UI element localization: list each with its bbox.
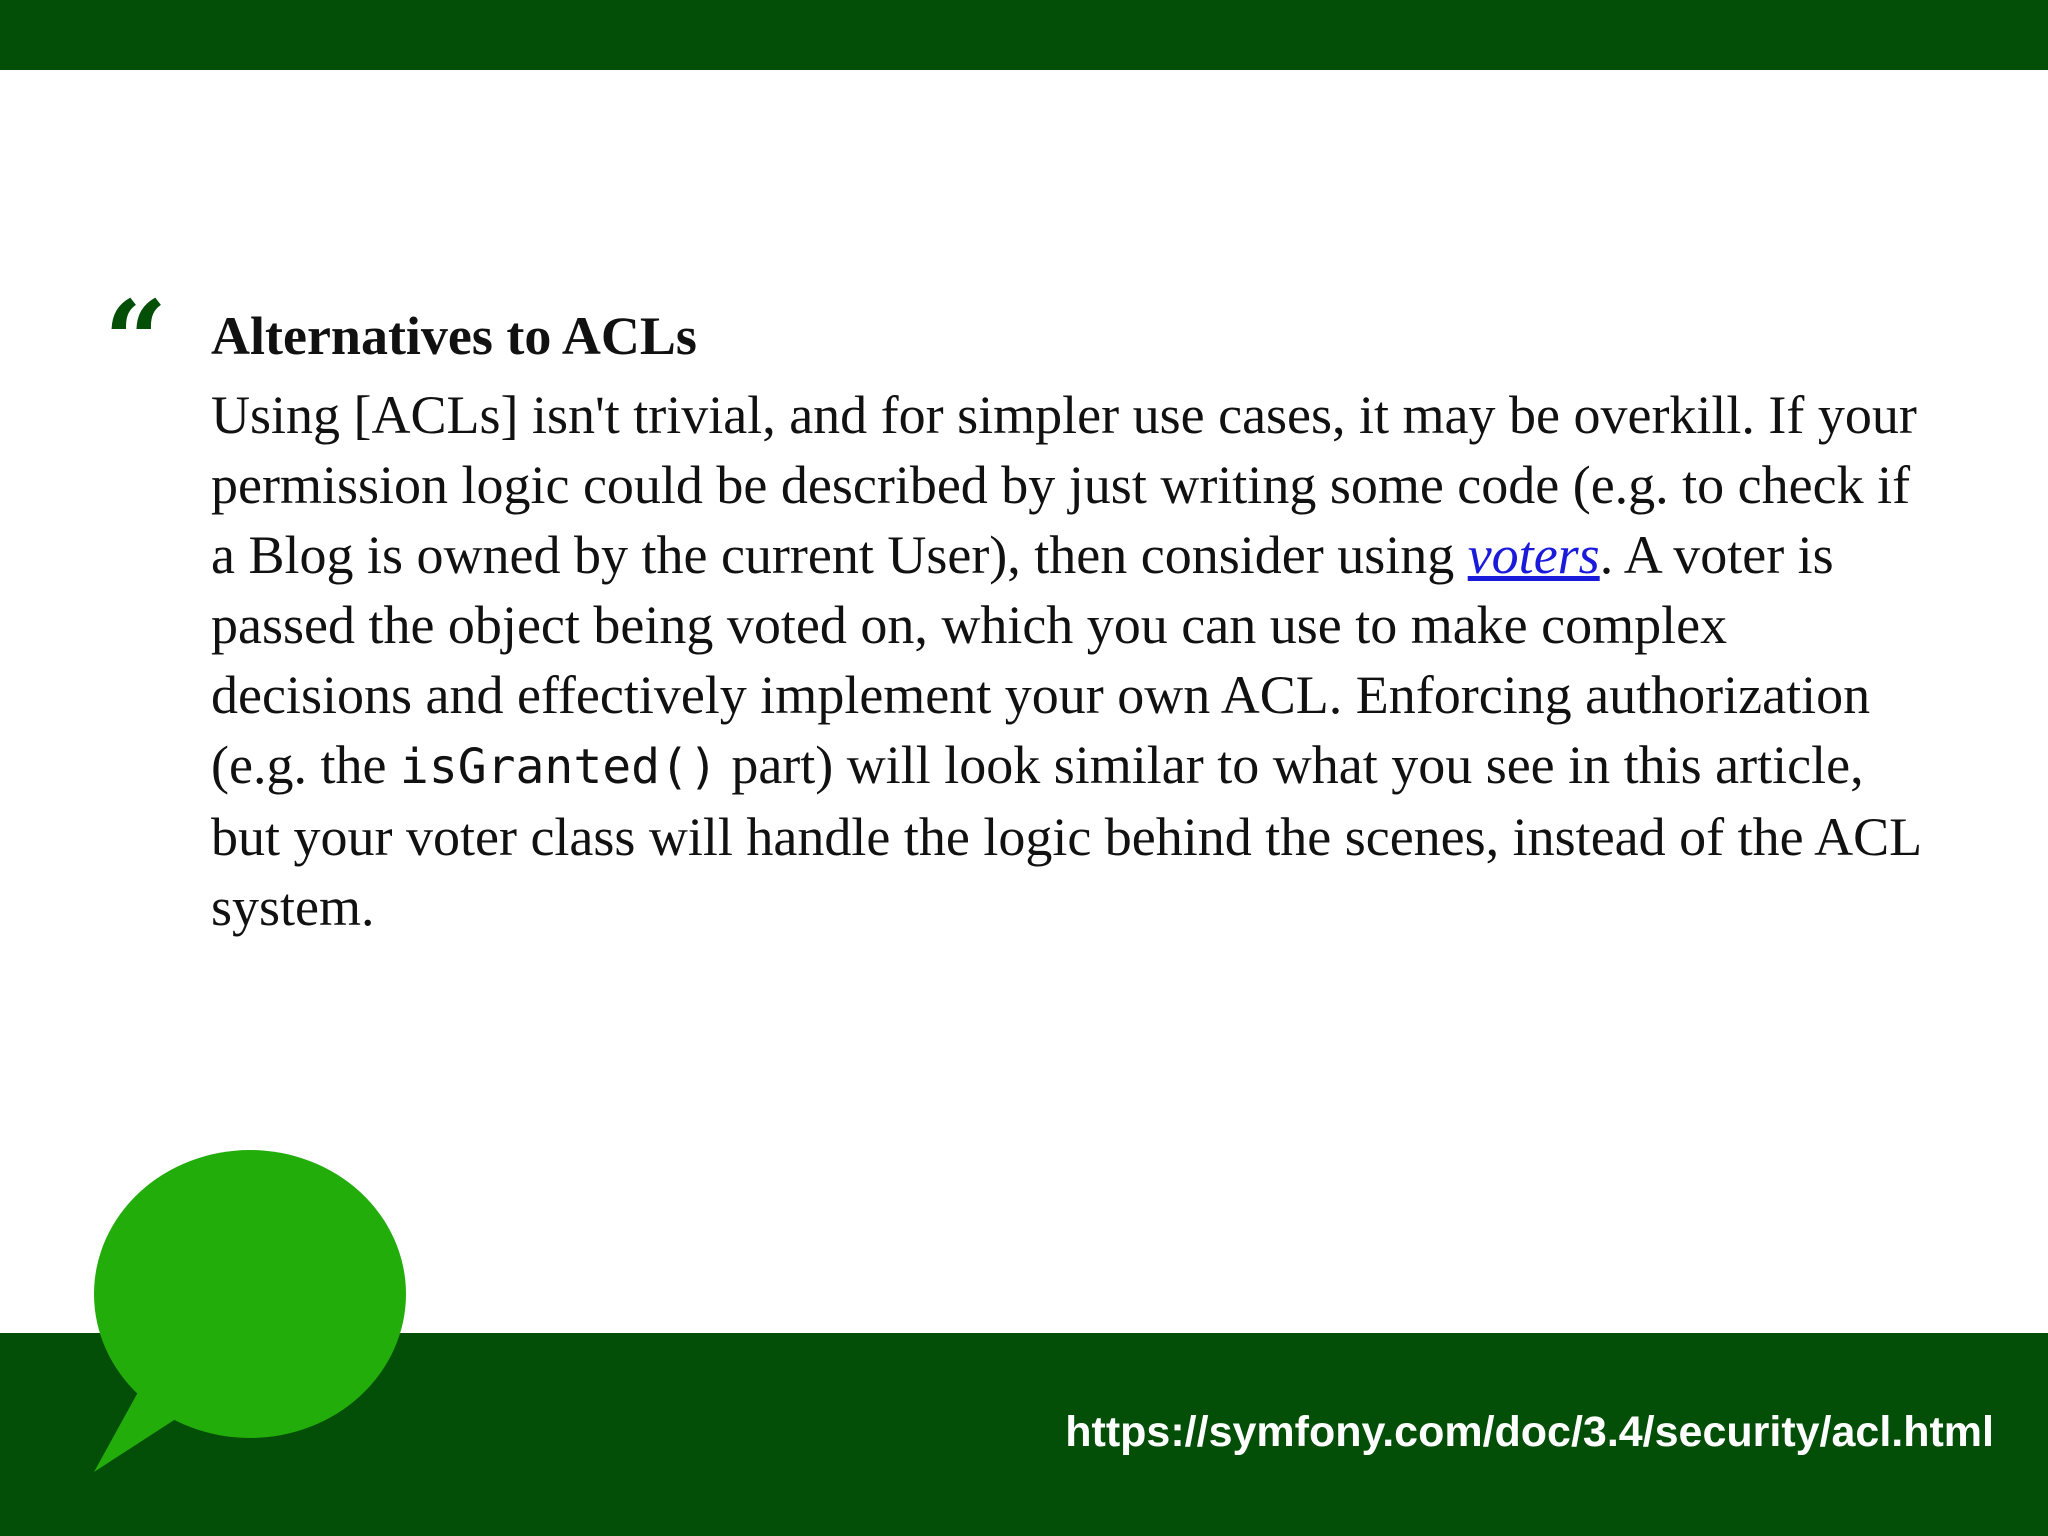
speech-bubble-icon — [88, 1150, 418, 1480]
quote-title: Alternatives to ACLs — [211, 306, 697, 366]
quote-body-text-3: part) will look similar to what you see in this article, but your voter class will handle the logic behind the scenes, instead of the ACL system. — [211, 735, 1921, 937]
voters-link[interactable]: voters — [1467, 525, 1600, 585]
quote-body — [211, 380, 1931, 942]
quote-body-text-2: . A voter is passed the object being voted on, which you can use to make complex decisions and effectively implement your own ACL. Enforcing authorization (e.g. the — [211, 525, 1871, 795]
quote-block — [211, 300, 1931, 942]
quote-mark-icon: “ — [104, 276, 168, 405]
code-snippet: isGranted() — [399, 739, 718, 795]
quote-body-text-1: Using [ACLs] isn't trivial, and for simpler use cases, it may be overkill. If your permission logic could be described by just writing some code (e.g. to check if a Blog is owned by the current User), then consider using — [211, 385, 1917, 585]
source-url[interactable]: https://symfony.com/doc/3.4/security/acl.html — [1065, 1408, 1994, 1456]
top-banner — [0, 0, 2048, 70]
